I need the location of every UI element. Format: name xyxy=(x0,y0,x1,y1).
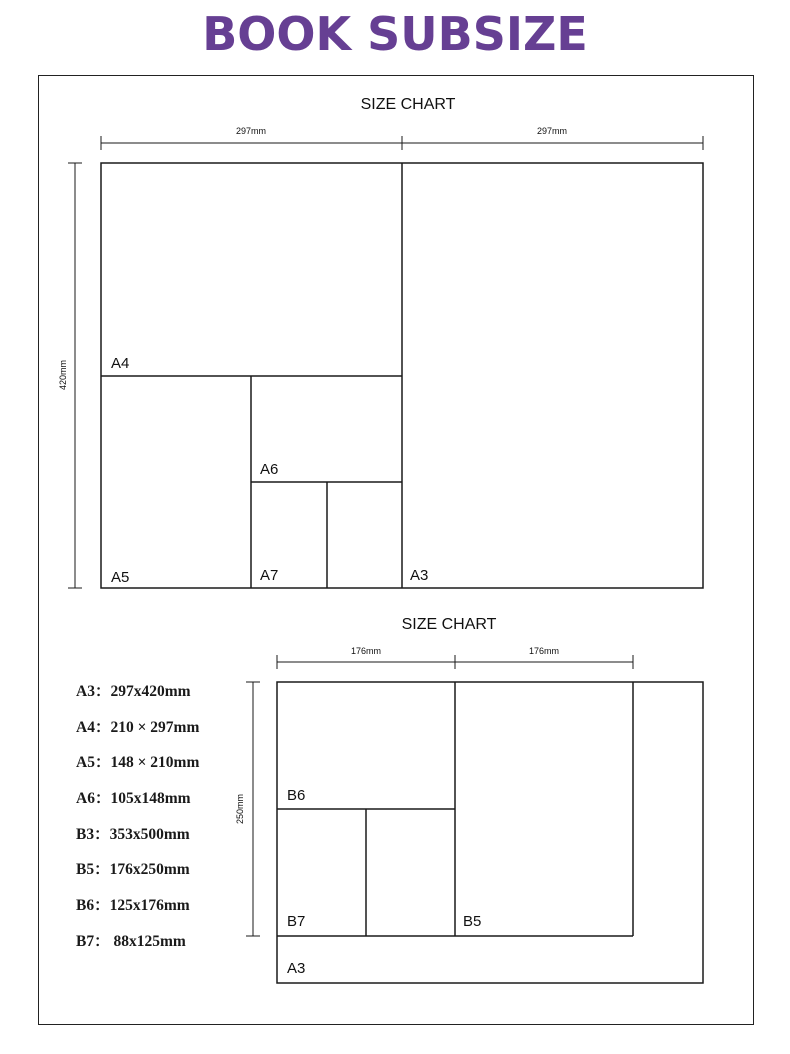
region-label-b7: B7 xyxy=(287,913,306,930)
size-list xyxy=(76,680,256,966)
size-list-item-b6: B6：125x176mm xyxy=(76,897,190,915)
chart-b xyxy=(246,655,703,983)
chart-b-outer-rect xyxy=(277,682,703,983)
chart-b-title: SIZE CHART xyxy=(401,616,497,633)
size-list-item-a3: A3：297x420mm xyxy=(76,683,191,700)
size-list-item-b7: B7： 88x125mm xyxy=(76,932,186,950)
chart-a xyxy=(68,136,703,588)
size-list-item-a4: A4：210 × 297mm xyxy=(76,718,200,736)
chart-a-width-label-left: 297mm xyxy=(235,126,267,136)
region-label-a3: A3 xyxy=(410,567,429,584)
size-list-item-b5: B5：176x250mm xyxy=(76,861,190,879)
region-label-a7: A7 xyxy=(260,567,279,584)
chart-b-width-label-right: 176mm xyxy=(528,646,560,656)
region-label-a6: A6 xyxy=(260,461,279,478)
region-label-a5: A5 xyxy=(111,569,130,586)
region-label-b6: B6 xyxy=(287,787,306,804)
chart-b-width-label-left: 176mm xyxy=(350,646,382,656)
chart-a-title: SIZE CHART xyxy=(360,96,456,113)
region-label-b-a3: A3 xyxy=(287,960,306,977)
chart-a-height-label: 420mm xyxy=(58,359,68,391)
region-label-b5: B5 xyxy=(463,913,482,930)
size-list-item-a5: A5：148 × 210mm xyxy=(76,754,200,772)
region-label-a4: A4 xyxy=(111,355,130,372)
chart-b-text xyxy=(235,616,559,977)
chart-a-text xyxy=(58,96,567,586)
page-title: BOOK SUBSIZE xyxy=(202,7,588,61)
size-list-item-b3: B3：353x500mm xyxy=(76,825,190,843)
chart-b-height-label: 250mm xyxy=(235,793,245,825)
size-list-item-a6: A6：105x148mm xyxy=(76,790,191,808)
chart-a-width-label-right: 297mm xyxy=(536,126,568,136)
